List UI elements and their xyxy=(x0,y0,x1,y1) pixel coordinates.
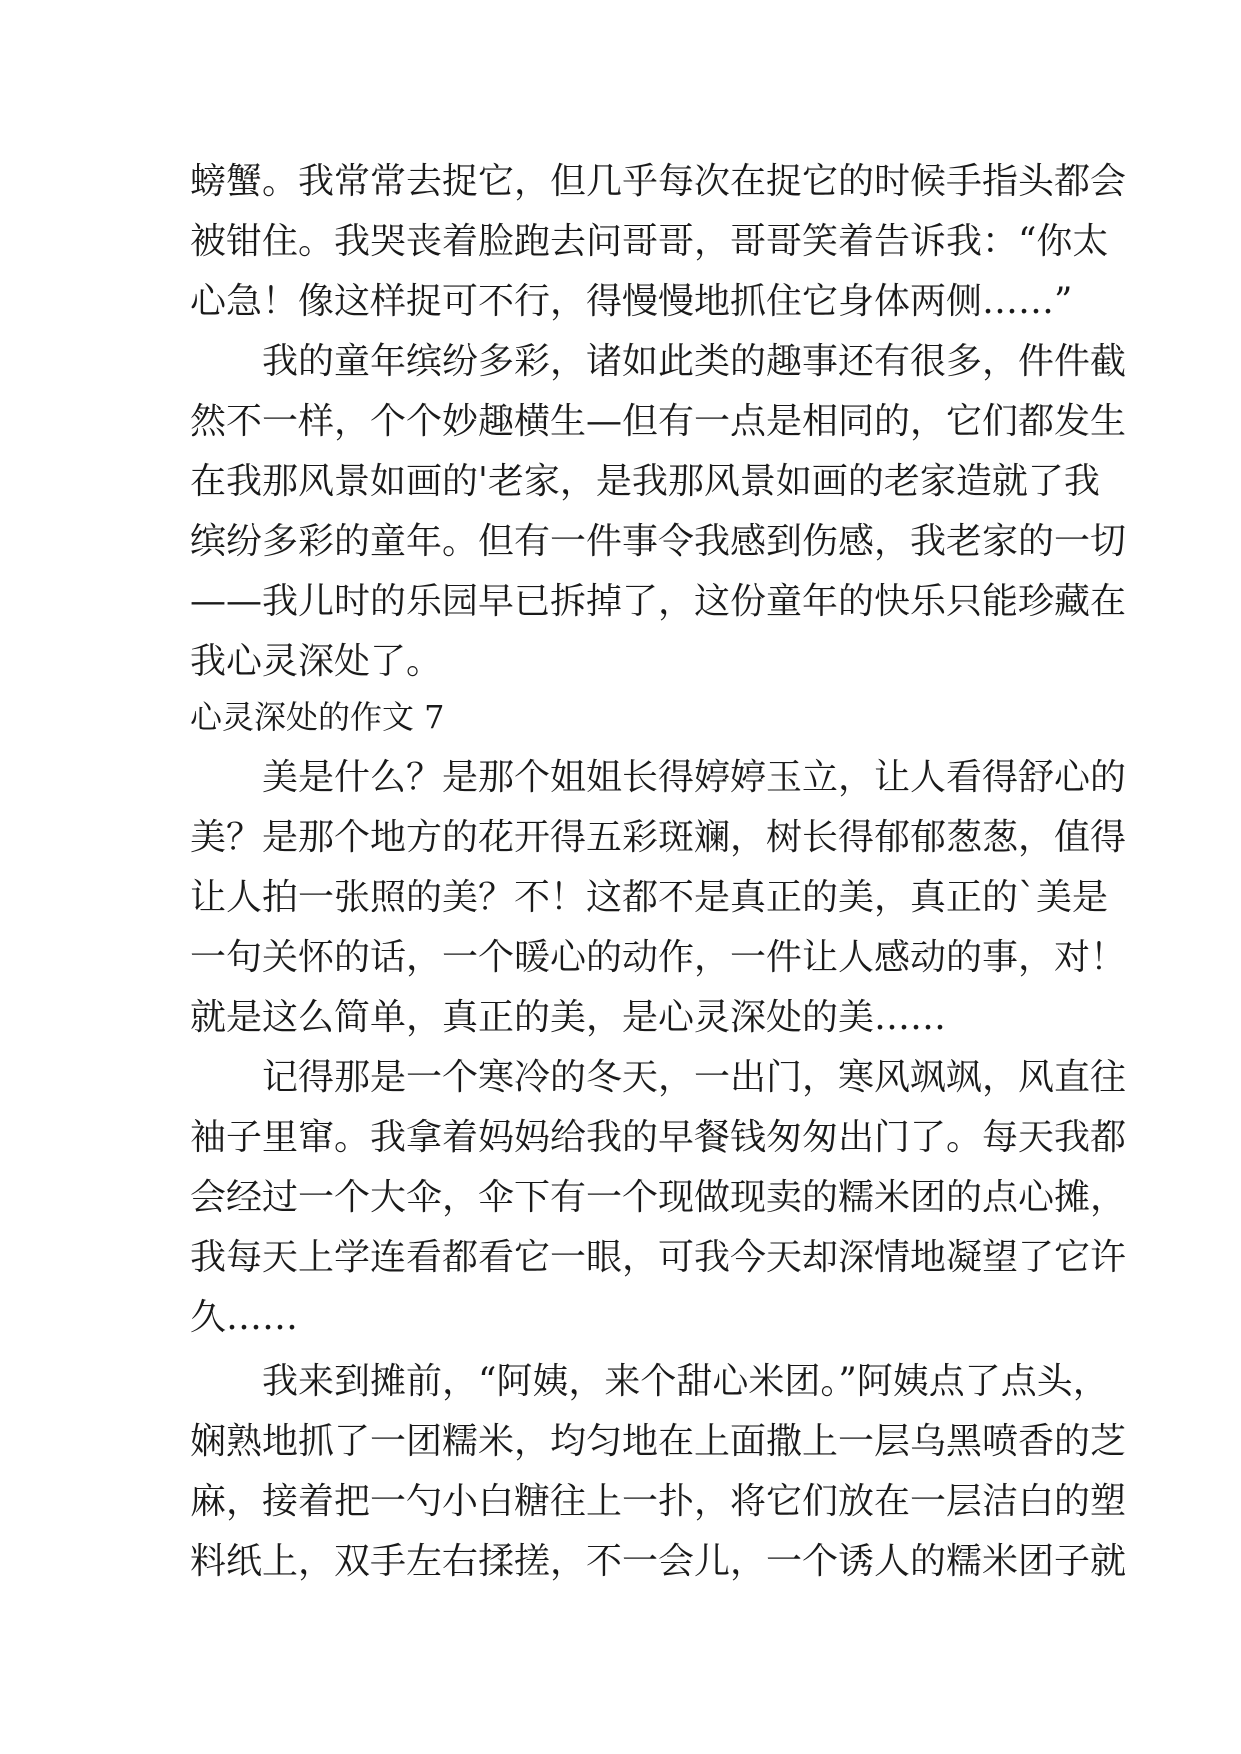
text-line: 袖子里窜。我拿着妈妈给我的早餐钱匆匆出门了。每天我都 xyxy=(190,1117,1127,1158)
text-line: 娴熟地抓了一团糯米，均匀地在上面撒上一层乌黑喷香的芝 xyxy=(190,1421,1127,1462)
text-line: 心急！像这样捉可不行，得慢慢地抓住它身体两侧……” xyxy=(190,281,1073,322)
text-line: 被钳住。我哭丧着脸跑去问哥哥，哥哥笑着告诉我：“你太 xyxy=(190,221,1109,262)
text-line: 缤纷多彩的童年。但有一件事令我感到伤感，我老家的一切 xyxy=(190,521,1127,562)
text-line: 会经过一个大伞，伞下有一个现做现卖的糯米团的点心摊， xyxy=(190,1177,1127,1218)
paragraph-first-line: 记得那是一个寒冷的冬天，一出门，寒风飒飒，风直往 xyxy=(262,1057,1127,1098)
text-line: 让人拍一张照的美？不！这都不是真正的美，真正的`美是 xyxy=(190,877,1109,918)
paragraph-first-line: 美是什么？是那个姐姐长得婷婷玉立，让人看得舒心的 xyxy=(262,757,1127,798)
text-line: 一句关怀的话，一个暖心的动作，一件让人感动的事，对！ xyxy=(190,937,1127,978)
text-line: 料纸上，双手左右揉搓，不一会儿，一个诱人的糯米团子就 xyxy=(190,1541,1127,1582)
section-heading: 心灵深处的作文 7 xyxy=(190,698,445,736)
text-line: 我心灵深处了。 xyxy=(190,641,443,682)
text-line: 然不一样，个个妙趣横生—但有一点是相同的，它们都发生 xyxy=(190,401,1127,442)
text-line: 麻，接着把一勺小白糖往上一扑，将它们放在一层洁白的塑 xyxy=(190,1481,1127,1522)
text-line: 就是这么简单，真正的美，是心灵深处的美…… xyxy=(190,997,947,1038)
text-line: 久…… xyxy=(190,1297,299,1338)
text-line: 螃蟹。我常常去捉它，但几乎每次在捉它的时候手指头都会 xyxy=(190,161,1127,202)
text-line: 美？是那个地方的花开得五彩斑斓，树长得郁郁葱葱，值得 xyxy=(190,817,1127,858)
text-line: ——我儿时的乐园早已拆掉了，这份童年的快乐只能珍藏在 xyxy=(190,581,1127,622)
text-line: 在我那风景如画的'老家，是我那风景如画的老家造就了我 xyxy=(190,461,1100,502)
paragraph-first-line: 我来到摊前，“阿姨，来个甜心米团。”阿姨点了点头， xyxy=(262,1361,1109,1402)
text-line: 我每天上学连看都看它一眼，可我今天却深情地凝望了它许 xyxy=(190,1237,1127,1278)
paragraph-first-line: 我的童年缤纷多彩，诸如此类的趣事还有很多，件件截 xyxy=(262,341,1127,382)
